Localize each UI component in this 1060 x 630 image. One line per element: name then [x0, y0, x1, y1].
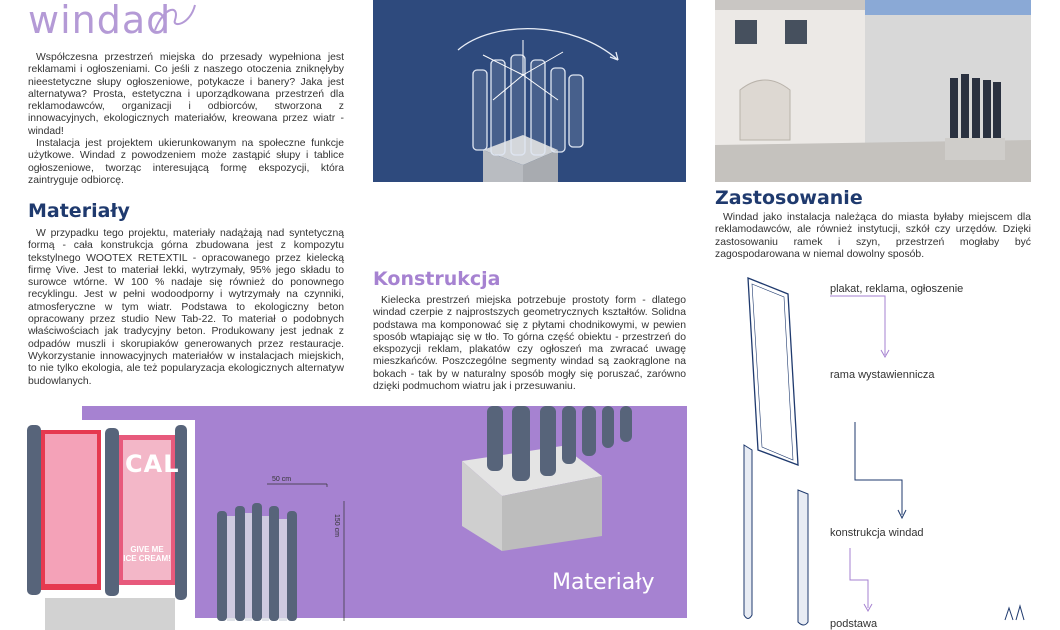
- intro-text: [28, 52, 344, 187]
- installation-photo-image: [715, 0, 1031, 182]
- diagram-label-frame: rama wystawiennicza: [830, 369, 935, 381]
- construction-heading: Konstrukcja: [373, 268, 501, 290]
- application-text: [715, 212, 1031, 261]
- windad-unit-render: [207, 481, 347, 621]
- diagram-label-construction: konstrukcja windad: [830, 527, 924, 539]
- construction-render-panel: [373, 0, 686, 182]
- materials-heading: Materiały: [28, 200, 130, 222]
- dimension-width: 50 cm: [272, 476, 292, 483]
- materials-text: [28, 228, 344, 388]
- poster-small-text: GIVE ME ICE CREAM!: [123, 545, 171, 563]
- intro-paragraph-1: Współczesna przestrzeń miejska do przesady wypełniona jest reklamami i ogłoszeniami. Co jeśli z naszego otoczenia zniknęłyby nieestetyczne słupy ogłoszeniowe, potykacze i banery? Jaka jest alternatywa? Prosta, estetyczna i uporządkowana przestrzeń dla reklamodawców, organizacji i odbiorców, stworzona z innowacyjnych, ekologicznych materiałów, kreowana przez wiatr - windad!: [28, 52, 344, 137]
- construction-paragraph: Kielecka prestrzeń miejska potrzebuje prostoty form - dlatego windad czerpie z najprostszych geometrycznych kształtów. Solidna podstawa ma komponować się z płytami chodnikowymi, w pewien sposób wtapiając się w tło. To górna część obiektu - przestrzeń do ekspozycji reklam, plakatów czy ogłoszeń ma zwracać uwagę mieszkańców. Poszczególne segmenty windad są zaokrąglone na bokach - tak by w naturalny sposób mogły się poruszać, zarówno dzięki podmuchom wiatru jak i przesuwaniu.: [373, 295, 686, 393]
- intro-paragraph-2: Instalacja jest projektem ukierunkowanym na społeczne funkcje użytkowe. Windad z powodzeniem może zastąpić słupy i tablice ogłoszeniowe, tworząc interesującą formę ekspozycji, która zaintryguje odbiorcę.: [28, 138, 344, 186]
- dimension-height: 150 cm: [333, 514, 340, 537]
- poster-big-text: CAL: [125, 450, 180, 478]
- materials-banner-title: Materiały: [552, 570, 655, 595]
- installation-photo: [715, 0, 1031, 182]
- diagram-label-poster: plakat, reklama, ogłoszenie: [830, 283, 964, 295]
- concrete-base-render: [442, 406, 687, 551]
- windad-render-image: [373, 0, 686, 182]
- application-paragraph: Windad jako instalacja należąca do miasta byłaby miejscem dla reklamodawców, ale również instytucji, szkół czy urzędów. Dzięki zastosowaniu ramek i szyn, przestrzeń mogłaby być zagospodarowana w niemal dowolny sposób.: [715, 212, 1031, 260]
- logo-swirl-icon: [150, 0, 200, 40]
- construction-text: [373, 295, 686, 393]
- materials-paragraph: W przypadku tego projektu, materiały nadążają nad syntetyczną formą - cała konstrukcja górna zbudowana jest z kompozytu tekstylnego WOOTEX RETEXTIL - opracowanego przez kielecką firmę Vive. Jest to materiał lekki, wytrzymały, 95% jego składu to surowce wtórne. W 100 % nadaje się również do ponownego recyklingu. Jest w pełni wodoodporny i wytrzymały na czynniki, atmosferyczne w tym wiatr. Podstawa to ekologiczny beton opracowany przez studio New Tab-22. To materiał o podobnych właściwościach jak tradycyjny beton. Produkowany jest jednak z odpadów muszli i skorupiaków generowanych przez restauracje. Wykorzystanie innowacyjnych materiałów w instalacjach miejskich, to nie tylko ekologia, ale też popularyzacja ekologicznych alternatyw budowlanych.: [28, 228, 344, 387]
- application-heading: Zastosowanie: [715, 187, 863, 209]
- exploded-diagram: [720, 270, 1050, 630]
- poster-windad-render: [25, 420, 195, 630]
- diagram-label-base: podstawa: [830, 618, 878, 630]
- logo: windad: [28, 0, 172, 42]
